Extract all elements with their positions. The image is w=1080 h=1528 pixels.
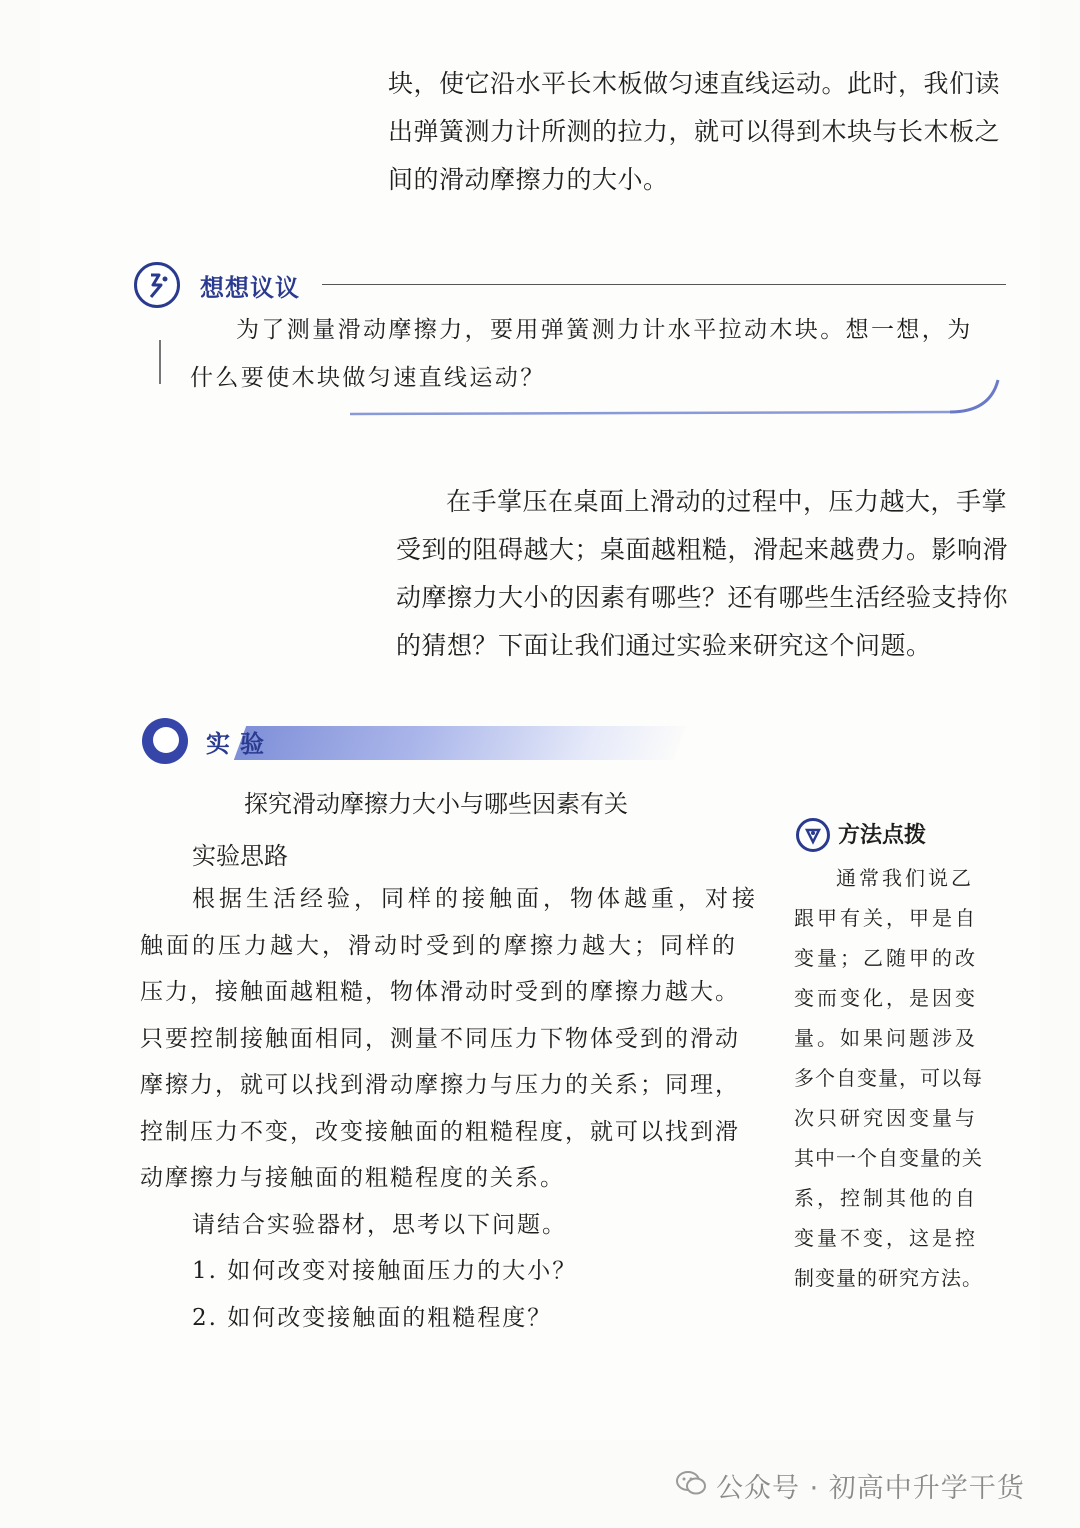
method-tip-body [794, 858, 1004, 1298]
thinking-line: 什么要使木块做匀速直线运动？ [190, 365, 546, 391]
guess-line: 的猜想？下面让我们通过实验来研究这个问题。 [396, 631, 932, 660]
tip-line: 变量；乙随甲的改 [794, 946, 978, 970]
intro-paragraph [388, 60, 1008, 204]
prompt-line: 请结合实验器材，思考以下问题。 [192, 1211, 567, 1238]
experiment-subtitle: 探究滑动摩擦力大小与哪些因素有关 [244, 790, 628, 818]
thinking-face-icon [134, 262, 180, 308]
tip-line: 变而变化，是因变 [794, 986, 978, 1010]
intro-line: 出弹簧测力计所测的拉力，就可以得到木块与长木板之 [388, 117, 1001, 146]
body-line: 动摩擦力与接触面的粗糙程度的关系。 [140, 1165, 565, 1191]
tip-line: 通常我们说乙 [836, 866, 974, 890]
experiment-body [140, 876, 760, 1341]
lightbulb-diamond-icon [796, 818, 830, 852]
intro-line: 间的滑动摩擦力的大小。 [388, 165, 669, 194]
tip-line: 跟甲有关，甲是自 [794, 906, 978, 930]
experiment-banner-bar [234, 726, 686, 760]
body-line: 控制压力不变，改变接触面的粗糙程度，就可以找到滑 [140, 1118, 740, 1145]
question-line: 1. 如何改变对接触面压力的大小？ [192, 1258, 578, 1284]
wechat-icon [676, 1470, 706, 1496]
experiment-banner [140, 718, 680, 766]
tip-line: 系，控制其他的自 [794, 1186, 978, 1210]
tip-line: 制变量的研究方法。 [794, 1266, 983, 1290]
experiment-icon [142, 718, 188, 764]
tip-line: 其中一个自变量的关 [794, 1146, 983, 1170]
guess-line: 受到的阻碍越大；桌面越粗糙，滑起来越费力。影响滑 [396, 535, 1009, 564]
thinking-paragraph [190, 306, 990, 402]
thinking-title: 想想议议 [200, 274, 300, 302]
method-tip-title: 方法点拨 [838, 823, 927, 848]
guess-paragraph [396, 478, 1009, 670]
tip-line: 次只研究因变量与 [794, 1106, 978, 1130]
experiment-title: 实验 [206, 730, 274, 758]
body-line: 压力，接触面越粗糙，物体滑动时受到的摩擦力越大。 [140, 979, 740, 1005]
thinking-header [134, 262, 1004, 312]
watermark-text: 公众号 · 初高中升学干货 [716, 1473, 1025, 1504]
body-line: 根据生活经验，同样的接触面，物体越重，对接 [192, 886, 759, 912]
body-line: 触面的压力越大，滑动时受到的摩擦力越大；同样的 [140, 932, 738, 959]
thinking-line: 为了测量滑动摩擦力，要用弹簧测力计水平拉动木块。想一想，为 [236, 317, 973, 343]
body-line: 只要控制接触面相同，测量不同压力下物体受到的滑动 [140, 1025, 740, 1052]
tip-line: 多个自变量，可以每 [794, 1066, 983, 1090]
question-line: 2. 如何改变接触面的粗糙程度？ [192, 1304, 553, 1331]
section-heading: 实验思路 [192, 842, 288, 870]
thinking-rule [322, 284, 1006, 285]
guess-line: 动摩擦力大小的因素有哪些？还有哪些生活经验支持你 [396, 583, 1009, 612]
intro-line: 块，使它沿水平长木板做匀速直线运动。此时，我们读 [388, 69, 1001, 98]
guess-line: 在手掌压在桌面上滑动的过程中，压力越大，手掌 [446, 487, 1008, 516]
body-line: 摩擦力，就可以找到滑动摩擦力与压力的关系；同理， [140, 1072, 740, 1098]
tip-line: 变量不变，这是控 [794, 1226, 978, 1250]
tip-line: 量。如果问题涉及 [794, 1026, 978, 1050]
